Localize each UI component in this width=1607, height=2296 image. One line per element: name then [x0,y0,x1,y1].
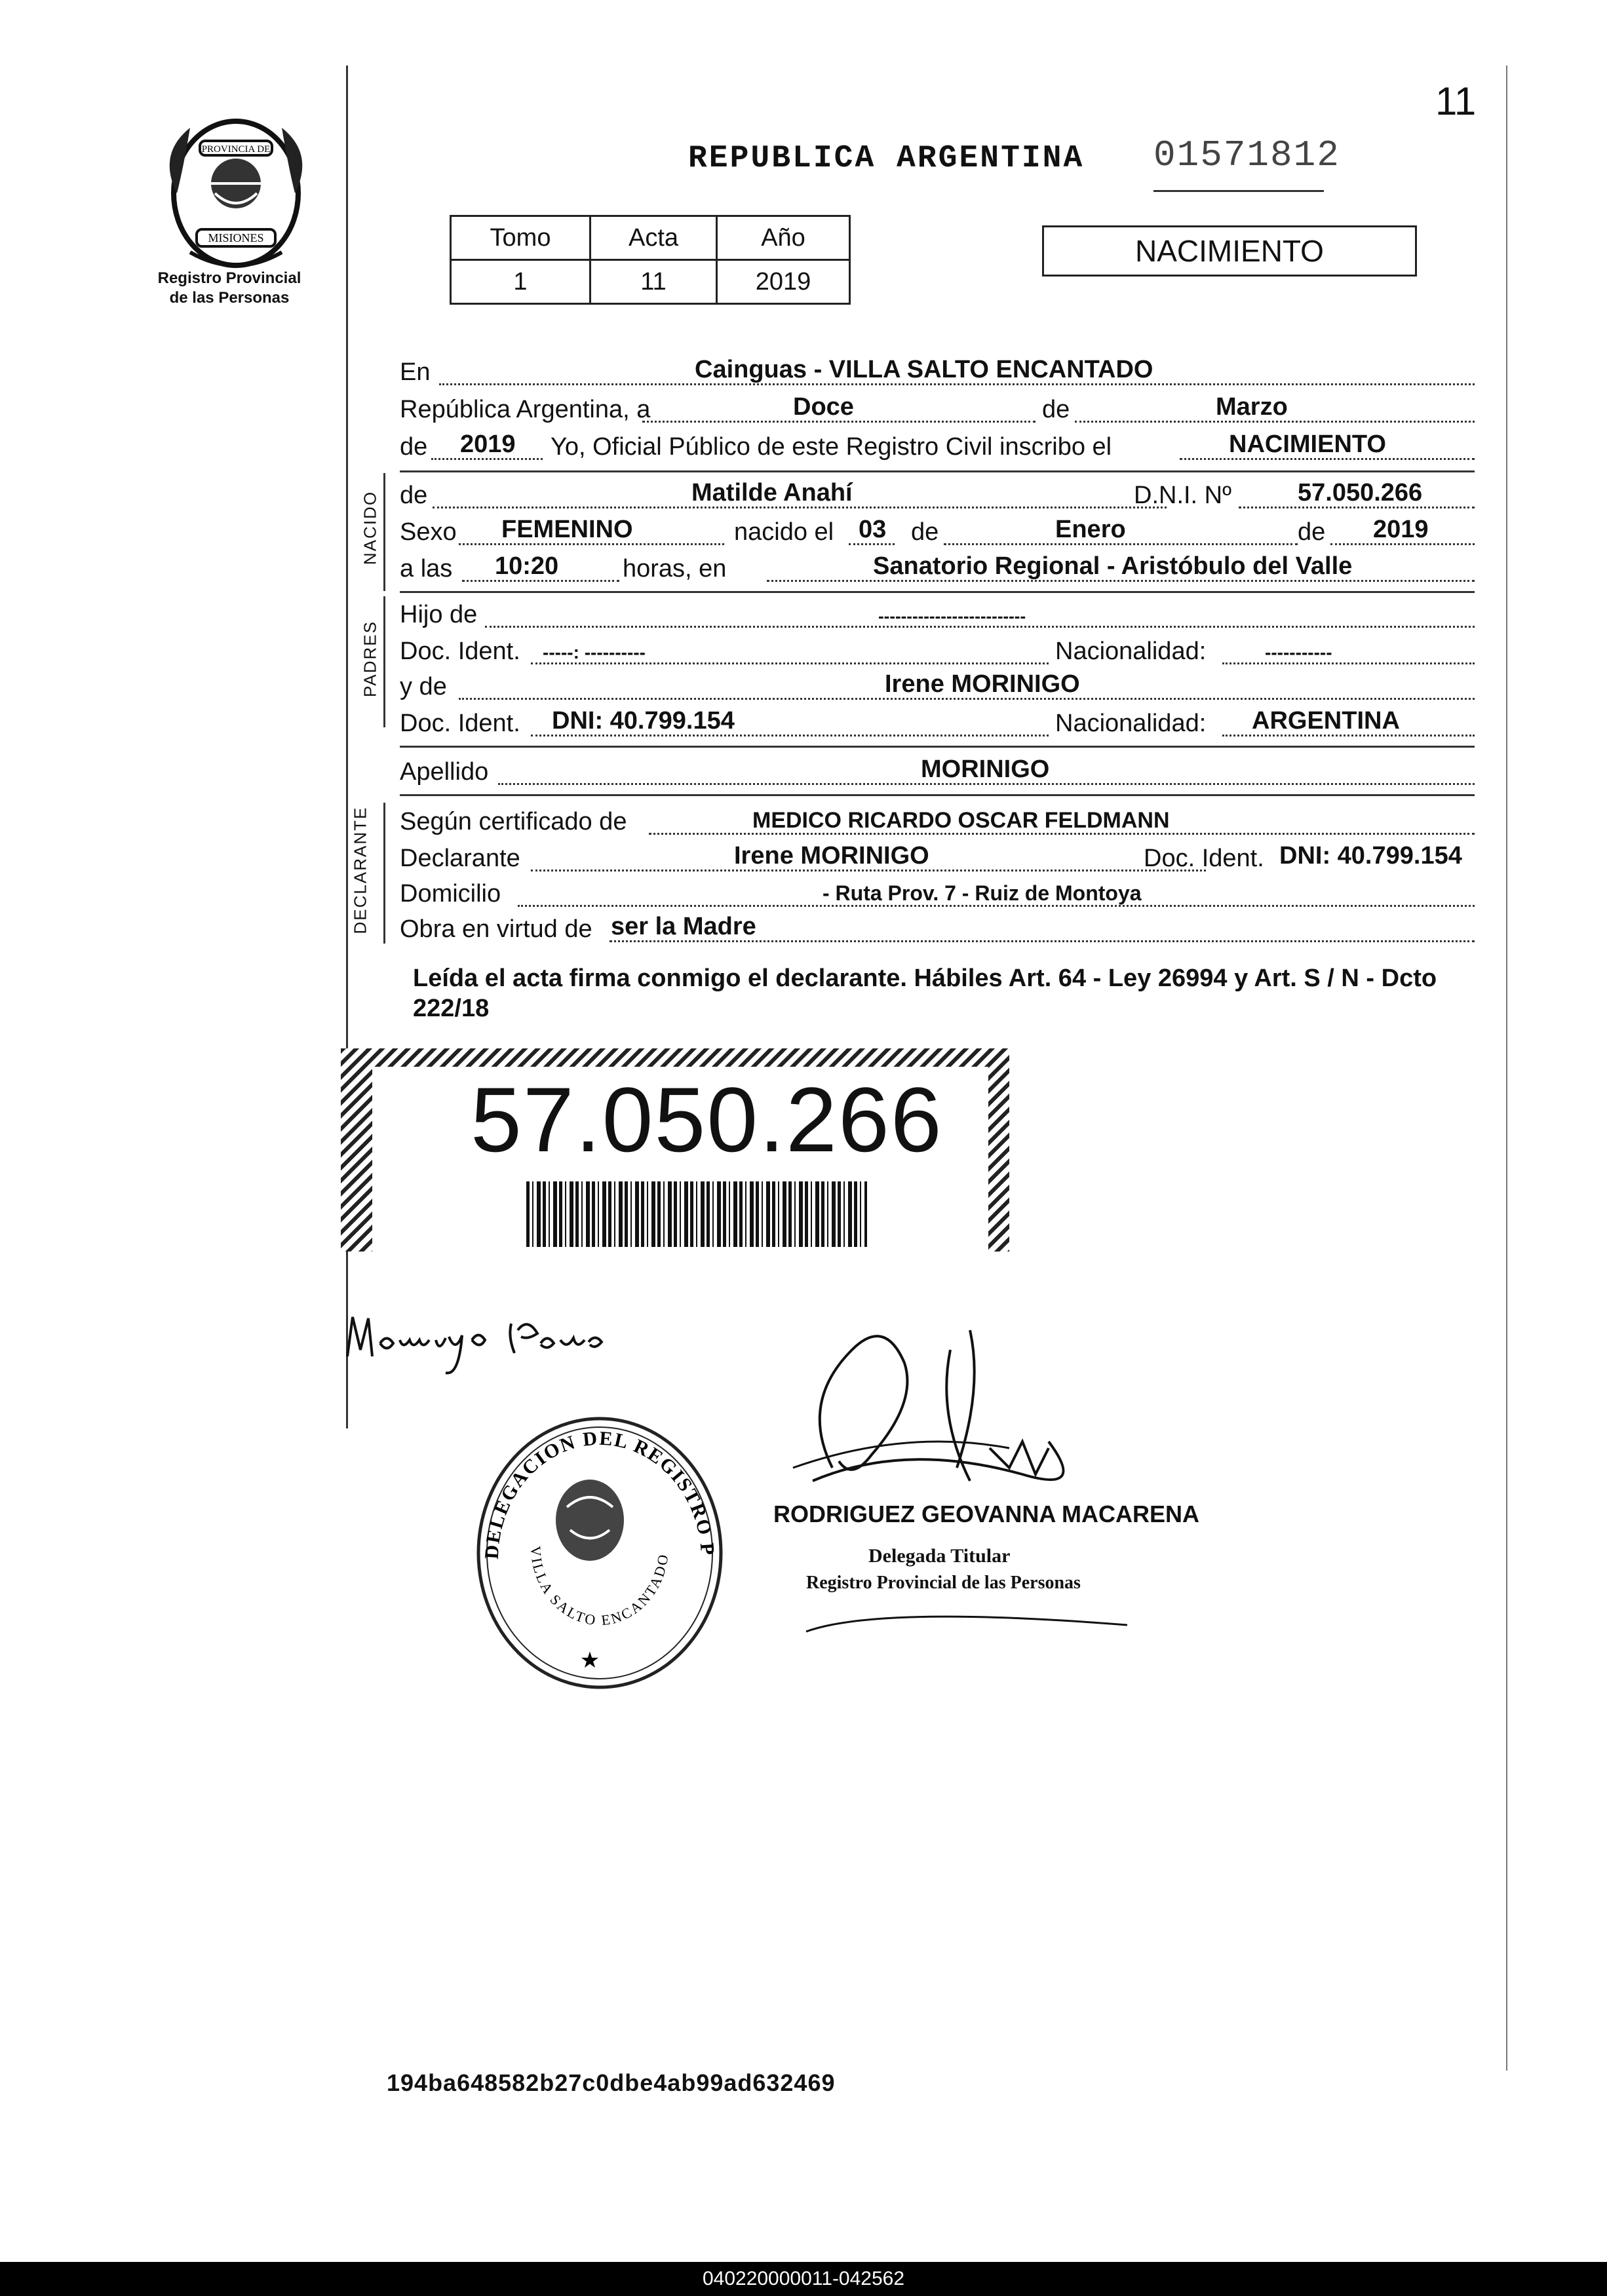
footer-code: 040220000011-042562 [702,2268,905,2289]
row-hijo-de [400,596,1475,633]
header-anio: Año [717,216,850,260]
stamp-dni-number: 57.050.266 [471,1068,943,1171]
padres-sidebar [383,596,385,727]
separator [400,470,1475,472]
value-inscribo: NACIMIENTO [1229,430,1386,458]
row-doc-padre [400,633,1475,670]
registry-table [450,215,851,305]
row-domicilio [400,875,1475,912]
official-seal [459,1409,741,1697]
official-role: Delegada Titular [868,1545,1011,1567]
label-a-las: a las [400,555,453,583]
logo-caption-line2: de las Personas [169,289,290,307]
section-label-padres: PADRES [360,621,380,697]
official-name: RODRIGUEZ GEOVANNA MACARENA [773,1501,1200,1527]
dotted-line [1222,662,1475,664]
logo-bottom-text: MISIONES [208,231,264,244]
label-y-de: y de [400,673,447,700]
registry-table-header-row [451,216,850,260]
row-y-de [400,668,1475,705]
row-nombre [400,477,1475,514]
value-hora: 10:20 [495,552,559,580]
value-acta: 11 [591,260,717,304]
header-tomo: Tomo [451,216,591,260]
dni-stamp [341,1048,1009,1252]
label-republica: República Argentina, a [400,396,651,423]
closing-statement: Leída el acta firma conmigo el declarante. Hábiles Art. 64 - Ley 26994 y Art. S / N - Dcto 222/18 [413,965,1437,1022]
official-signature [773,1311,1180,1520]
separator [400,794,1475,796]
value-padre-doc: -----: ---------- [543,642,646,662]
label-sexo: Sexo [400,518,457,546]
value-padre-nac: ----------- [1265,642,1332,662]
label-domicilio: Domicilio [400,880,501,908]
seal-star: ★ [579,1648,600,1673]
row-inscribo [400,429,1475,465]
value-anio: 2019 [460,430,516,458]
label-en: En [400,358,431,386]
label-doc-declarante: Doc. Ident. [1144,845,1264,872]
label-certificado: Según certificado de [400,808,627,835]
label-de-nombre: de [400,482,428,509]
declarante-sidebar [383,803,385,944]
row-en [400,354,1475,391]
page-number: 11 [1435,79,1477,123]
row-sexo [400,514,1475,550]
value-mes-nac: Enero [1055,516,1126,543]
label-nacionalidad-madre: Nacionalidad: [1055,710,1207,737]
label-nacionalidad: Nacionalidad: [1055,638,1207,665]
logo-caption-line1: Registro Provincial [157,269,301,287]
value-padre: -------------------------- [878,606,1026,626]
value-madre-nac: ARGENTINA [1252,707,1400,735]
value-dia-nac: 03 [859,516,887,543]
label-de-anio: de [1298,518,1326,546]
official-signature-block [773,1311,1200,1651]
nacido-sidebar [383,473,385,591]
value-anio: 2019 [717,260,850,304]
value-doc-declarante: DNI: 40.799.154 [1279,842,1462,870]
document-hash: 194ba648582b27c0dbe4ab99ad632469 [387,2069,836,2096]
separator [400,746,1475,748]
footer-code-bar [0,2262,1607,2296]
official-office: Registro Provincial de las Personas [806,1573,1081,1593]
label-horas-en: horas, en [623,555,727,583]
signature-flourish [800,1586,1140,1651]
value-apellido: MORINIGO [921,756,1050,783]
label-de-mes: de [911,518,939,546]
value-obra: ser la Madre [611,913,756,940]
row-doc-madre [400,705,1475,742]
label-declarante: Declarante [400,845,520,872]
section-label-nacido: NACIDO [360,490,380,565]
registry-table-value-row [451,260,850,304]
label-hijo-de: Hijo de [400,601,478,628]
value-sexo: FEMENINO [501,516,633,543]
label-de2: de [400,433,428,461]
record-type-box: NACIMIENTO [1042,225,1417,277]
right-margin-line [1506,66,1507,2071]
value-lugar: Sanatorio Regional - Aristóbulo del Valle [873,552,1353,580]
value-domicilio: - Ruta Prov. 7 - Ruiz de Montoya [823,881,1142,905]
row-hora-lugar [400,550,1475,587]
serial-number: 01571812 [1153,134,1340,176]
row-apellido [400,754,1475,790]
seal-inner-text: VILLA SALTO ENCANTADO [527,1545,672,1629]
stamp-inner [372,1067,988,1252]
value-declarante: Irene MORINIGO [734,842,929,870]
value-madre-doc: DNI: 40.799.154 [552,707,735,735]
logo-top-text: PROVINCIA DE [201,144,271,155]
seal-outer-text: DELEGACION DEL REGISTRO P [480,1427,719,1560]
row-obra [400,911,1475,947]
label-obra: Obra en virtud de [400,915,592,943]
value-madre: Irene MORINIGO [885,670,1080,698]
label-oficial: Yo, Oficial Público de este Registro Civil inscribo el [551,433,1112,461]
value-certificado: MEDICO RICARDO OSCAR FELDMANN [752,808,1170,833]
label-nacido-el: nacido el [734,518,834,546]
value-dni: 57.050.266 [1298,479,1423,507]
misiones-coat-of-arms-icon [151,115,321,278]
logo-caption [121,269,338,308]
row-fecha [400,391,1475,428]
serial-underline [1153,190,1324,192]
document-title: REPUBLICA ARGENTINA [688,141,1085,176]
section-label-declarante: DECLARANTE [350,806,370,934]
label-doc-ident-madre: Doc. Ident. [400,710,520,737]
barcode [526,1181,867,1247]
header-acta: Acta [591,216,717,260]
value-anio-nac: 2019 [1373,516,1429,543]
separator [400,591,1475,593]
label-apellido: Apellido [400,758,489,786]
value-tomo: 1 [451,260,591,304]
row-certificado [400,803,1475,840]
label-de: de [1042,396,1070,423]
row-declarante [400,840,1475,877]
value-dia: Doce [793,393,854,421]
seal-emblem-icon [459,1409,741,1697]
value-en: Cainguas - VILLA SALTO ENCANTADO [695,356,1153,383]
value-mes: Marzo [1216,393,1288,421]
declarant-signature [341,1304,642,1383]
label-doc-ident: Doc. Ident. [400,638,520,665]
label-dni: D.N.I. Nº [1134,482,1231,509]
value-nombre: Matilde Anahí [691,479,853,507]
